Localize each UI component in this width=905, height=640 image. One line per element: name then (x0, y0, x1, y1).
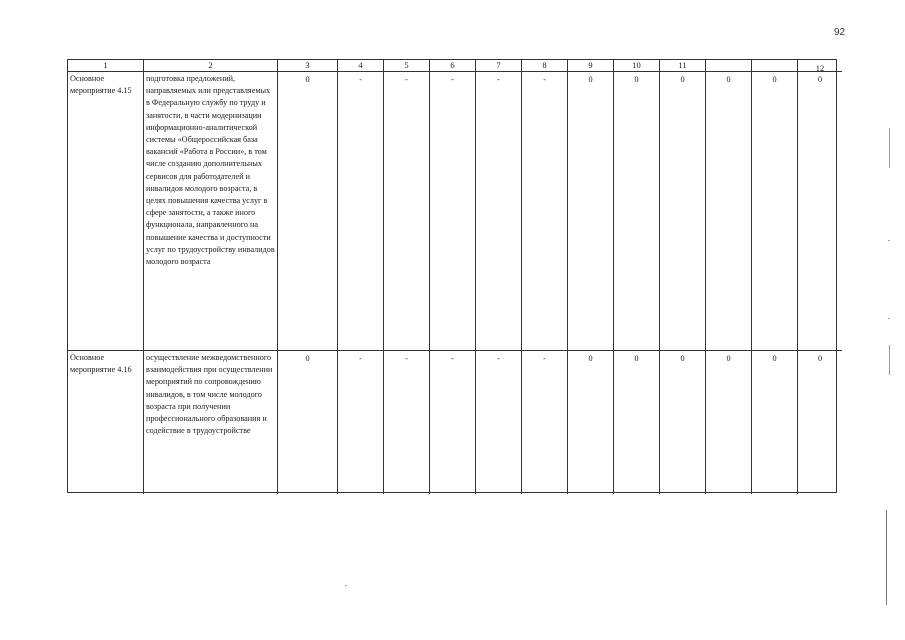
value-cell: - (384, 351, 430, 494)
value-cell: 0 (817, 354, 823, 363)
value-cell: 0 (278, 351, 338, 494)
value-cell: 0 (706, 72, 752, 351)
header-cell-8: 8 (522, 60, 568, 72)
value-cell: - (476, 351, 522, 494)
scan-mark (886, 510, 887, 605)
header-cell-3: 3 (278, 60, 338, 72)
value-cell: 0 (614, 72, 660, 351)
value-cell: - (384, 72, 430, 351)
scan-mark (889, 128, 890, 168)
value-cell: - (430, 351, 476, 494)
value-cell: 0 (798, 72, 842, 351)
scan-mark (889, 345, 890, 375)
header-cell-1: 1 (68, 60, 144, 72)
header-cell-10: 10 (614, 60, 660, 72)
value-cell: - (338, 72, 384, 351)
header-cell-7: 7 (476, 60, 522, 72)
data-table (67, 59, 837, 493)
header-cell-6: 6 (430, 60, 476, 72)
value-cell: 0 (278, 72, 338, 351)
value-cell: 0 (660, 72, 706, 351)
header-cell-5: 5 (384, 60, 430, 72)
value-cell: - (522, 72, 568, 351)
header-cell-12: 12 (798, 60, 842, 72)
value-cell: 0 (568, 72, 614, 351)
header-cell-blank-a (706, 60, 752, 72)
header-cell-9: 9 (568, 60, 614, 72)
value-cell: 0 (752, 351, 798, 494)
value-cell: 0 (660, 351, 706, 494)
row-description: подготовка предложений, направляемых или представляемых в Федеральную службу по труду и занятости, в части модернизации информационно-аналитической системы «Общероссийская база вакансий «Работа в России», в том числе созданию дополнительных сервисов для работодателей и инвалидов молодого возраста, в целях повышения качества услуг в сфере занятости, а также иного функционала, направленного на повышение качества и доступности услуг по трудоустройству инвалидов молодого возраста (144, 72, 278, 351)
value-cell: 0 (706, 351, 752, 494)
scan-mark (888, 240, 890, 241)
header-cell-4: 4 (338, 60, 384, 72)
scan-mark (345, 585, 347, 586)
header-cell-11: 11 (660, 60, 706, 72)
page-number: 92 (834, 27, 846, 38)
value-cell: 0 (614, 351, 660, 494)
row-label: Основное мероприятие 4.16 (68, 351, 144, 494)
scan-mark (888, 318, 890, 319)
header-cell-blank-b (752, 60, 798, 72)
row-description: осуществление межведомственного взаимодействия при осуществлении мероприятий по сопровождению инвалидов, в том числе молодого возраста при получении профессионального образования и содействие в трудоустройстве (144, 351, 278, 494)
value-cell: - (338, 351, 384, 494)
value-cell: 0 (568, 351, 614, 494)
value-cell: - (430, 72, 476, 351)
row-label: Основное мероприятие 4.15 (68, 72, 144, 351)
header-cell-2: 2 (144, 60, 278, 72)
value-cell: 0 (752, 72, 798, 351)
value-cell: - (476, 72, 522, 351)
value-cell: - (522, 351, 568, 494)
